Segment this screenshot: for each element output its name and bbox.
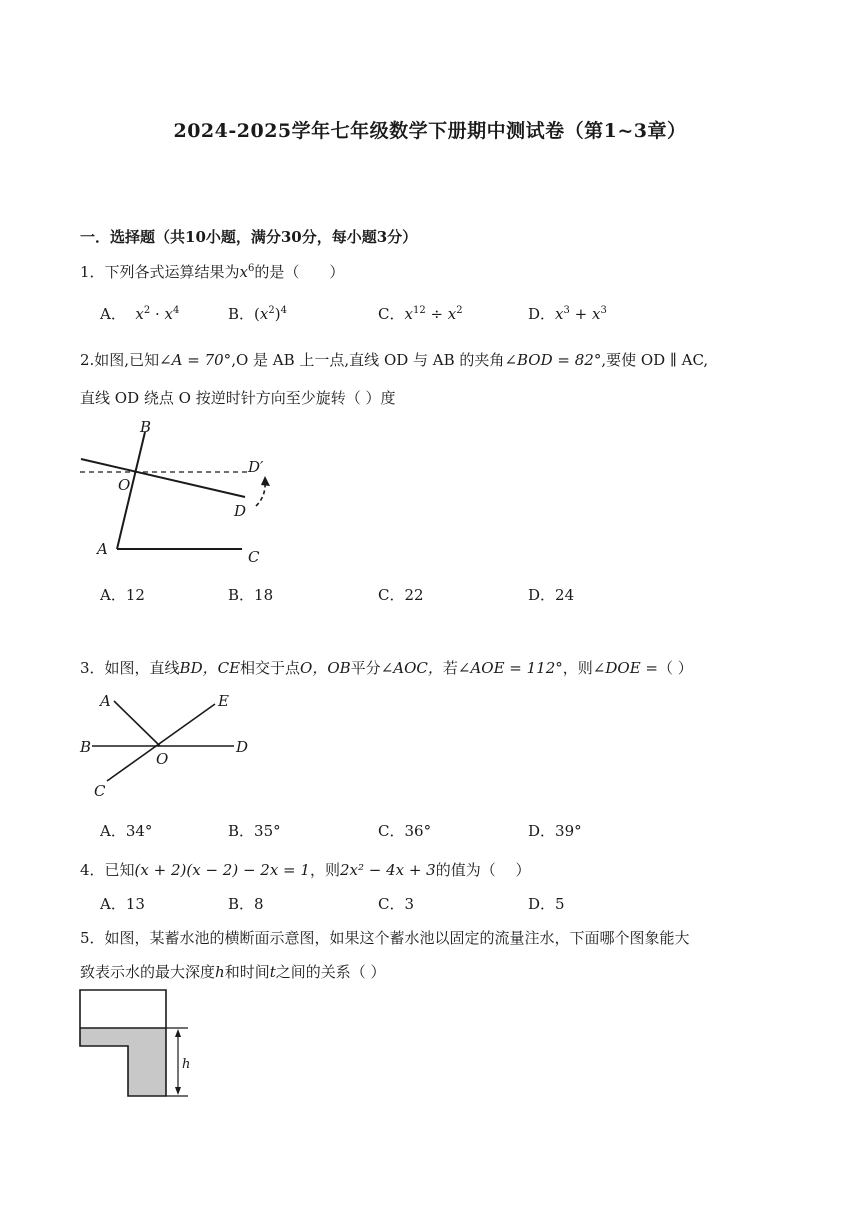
label-o: O <box>118 476 131 494</box>
question-5-stem-line1: 5．如图，某蓄水池的横断面示意图，如果这个蓄水池以固定的流量注水，下面哪个图象能大 <box>80 929 690 947</box>
question-3-option-d: D．39° <box>528 822 582 840</box>
label-c: C <box>94 782 106 800</box>
question-4-stem: 4．已知(x + 2)(x − 2) − 2x = 1，则2x² − 4x + 3的值为（ ） <box>80 861 531 879</box>
label-b: B <box>140 418 152 436</box>
question-5-reservoir-figure <box>78 988 208 1103</box>
label-d: D <box>234 502 247 520</box>
question-3-option-a: A．34° <box>100 822 153 840</box>
label-o: O <box>156 750 169 768</box>
question-2-option-c: C．22 <box>378 586 424 604</box>
question-4-option-b: B．8 <box>228 895 264 913</box>
label-d-prime: D′ <box>248 458 264 476</box>
question-3-option-c: C．36° <box>378 822 432 840</box>
label-e: E <box>218 692 229 710</box>
line-od <box>81 459 245 497</box>
question-2-stem-line2: 直线 OD 绕点 O 按逆时针方向至少旋转（ ）度 <box>80 389 396 407</box>
label-b: B <box>80 738 92 756</box>
label-h: h <box>182 1057 191 1072</box>
question-1-stem: 1．下列各式运算结果为$x^6$的是（ ） <box>80 263 345 281</box>
label-a: A <box>100 692 111 710</box>
rotation-arrowhead-icon <box>261 476 270 486</box>
question-3-stem: 3．如图，直线BD，CE相交于点O，OB平分∠AOC，若∠AOE = 112°，则∠DOE =（ ） <box>80 659 693 677</box>
question-1-option-c: C．$x^{12} \div x^2$ <box>378 305 463 323</box>
label-d: D <box>236 738 249 756</box>
water-area <box>80 1028 166 1096</box>
arrow-up-icon <box>175 1029 181 1037</box>
question-2-option-a: A．12 <box>100 586 145 604</box>
question-2-option-d: D．24 <box>528 586 575 604</box>
question-5-stem-line2: 致表示水的最大深度h和时间t之间的关系（ ） <box>80 963 386 981</box>
question-4-option-d: D．5 <box>528 895 565 913</box>
question-3-option-b: B．35° <box>228 822 281 840</box>
line-ce <box>107 704 215 781</box>
rotation-arrow <box>256 482 265 506</box>
arrow-down-icon <box>175 1087 181 1095</box>
question-1-option-d: D．$x^3 + x^3$ <box>528 305 607 323</box>
question-2-option-b: B．18 <box>228 586 274 604</box>
question-1-option-b: B．$(x^2)^4$ <box>228 305 287 323</box>
question-4-option-a: A．13 <box>100 895 145 913</box>
page-title: 2024-2025学年七年级数学下册期中测试卷（第1~3章） <box>173 120 687 142</box>
question-2-stem-line1: 2.如图,已知∠A = 70°,O 是 AB 上一点,直线 OD 与 AB 的夹角∠BOD = 82°,要使 OD ∥ AC, <box>80 351 709 369</box>
question-4-option-c: C．3 <box>378 895 415 913</box>
question-3-figure <box>70 686 270 806</box>
label-c: C <box>248 548 260 566</box>
question-2-figure <box>70 410 300 570</box>
question-1-option-a: A． $x^2 \cdot x^4$ <box>100 305 180 323</box>
label-a: A <box>97 540 108 558</box>
section-heading: 一．选择题（共10小题，满分30分，每小题3分） <box>80 228 418 246</box>
ray-oa <box>114 701 160 746</box>
